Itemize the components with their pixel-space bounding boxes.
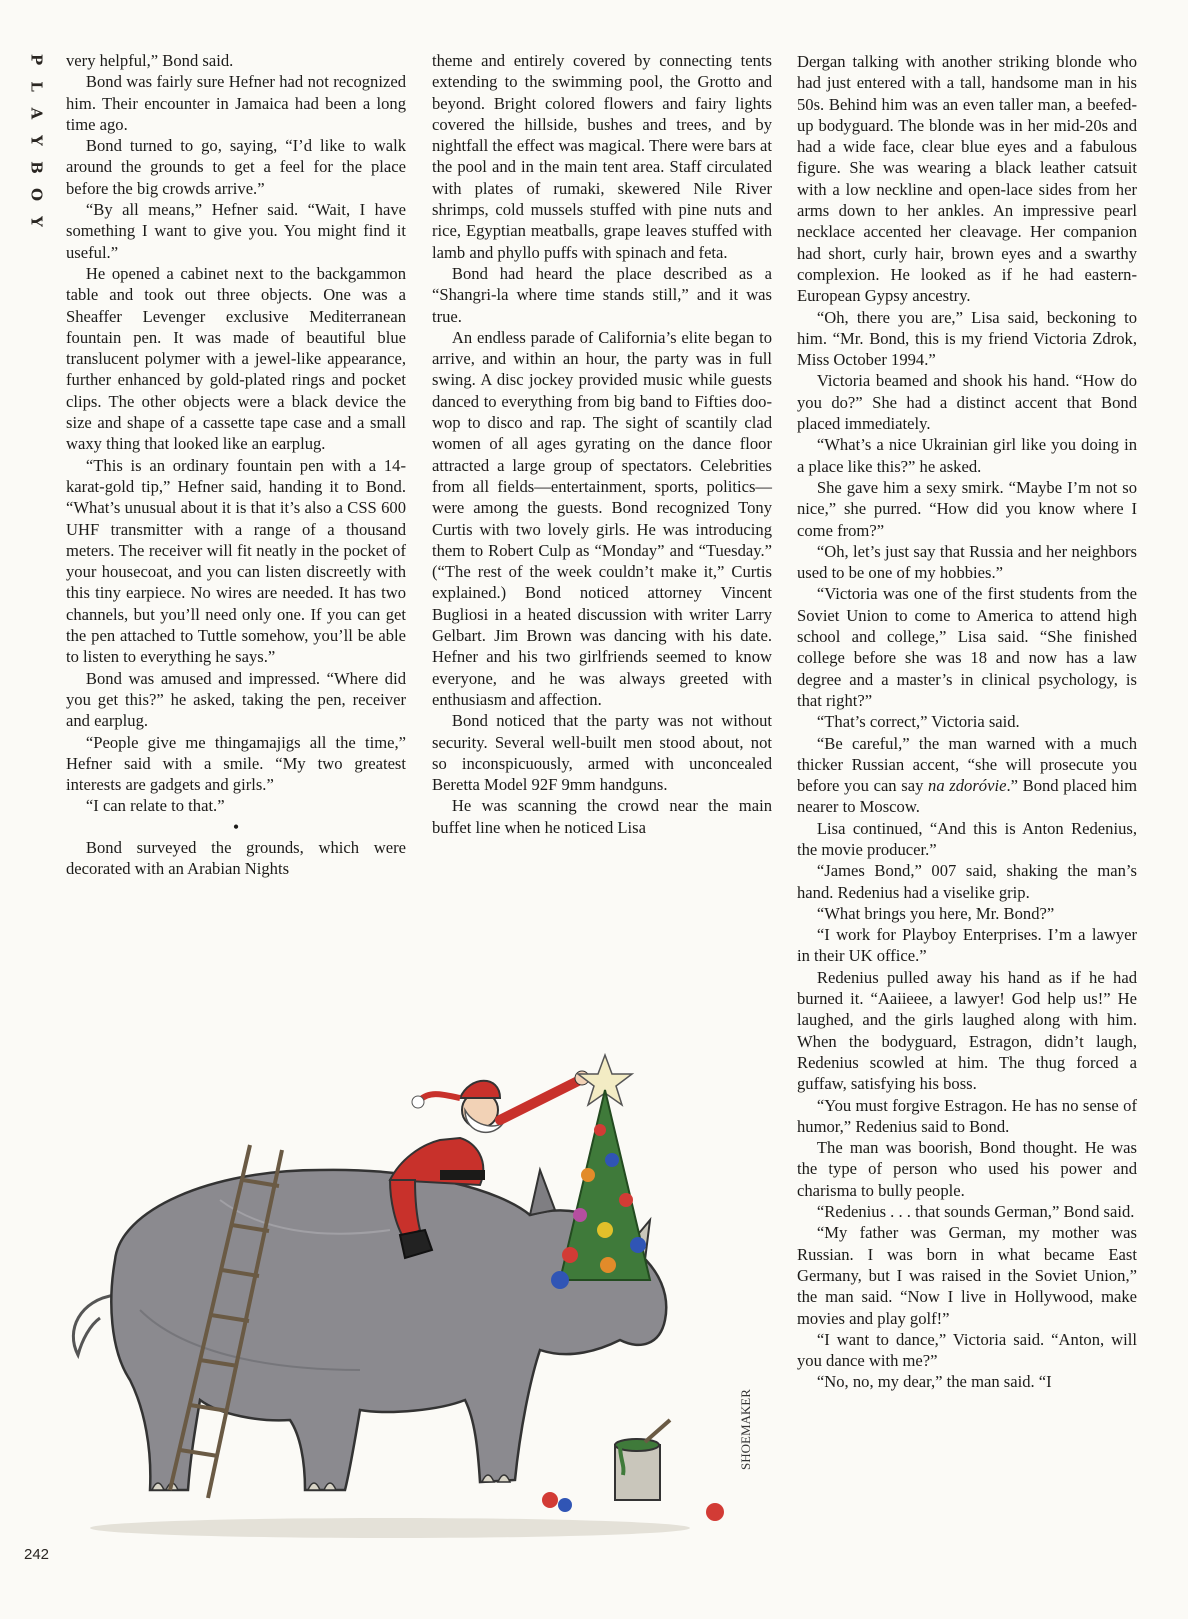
brand-letter: Y: [27, 135, 46, 146]
rhino-tail: [73, 1295, 115, 1355]
paragraph: “What’s a nice Ukrainian girl like you doing in a place like this?” he asked.: [797, 435, 1137, 476]
brand-letter: O: [27, 187, 46, 202]
article-column-3: [797, 51, 1137, 1393]
ground-shadow: [90, 1518, 690, 1538]
paragraph: very helpful,” Bond said.: [66, 51, 234, 70]
paragraph: “I want to dance,” Victoria said. “Anton, will you dance with me?”: [797, 1329, 1137, 1371]
paragraph: The man was boorish, Bond thought. He was the type of person who used his power and charisma to bully people.: [797, 1138, 1137, 1200]
rhino-ear: [530, 1170, 555, 1215]
paragraph: Bond turned to go, saying, “I’d like to walk around the grounds to get a feel for the place before the big crowds arrive.”: [66, 136, 406, 198]
paragraph: “My father was German, my mother was Russian. I was born in what became East Germany, but I was raised in the Soviet Union,” the man said. “Now I live in Hollywood, make movies and play golf!”: [797, 1223, 1137, 1328]
paragraph: He opened a cabinet next to the backgammon table and took out three objects. One was a Sheaffer Levenger exclusive Mediterranean fountain pen. It was made of beautiful blue translucent polymer with a jewel-like appearance, further enhanced by gold-plated rings and pocket clips. The other objects were a black device the size and shape of a cassette tape case and a small waxy thing that looked like an earplug.: [66, 263, 406, 454]
paragraph: Bond was fairly sure Hefner had not recognized him. Their encounter in Jamaica had been a long time ago.: [66, 72, 406, 134]
brand-letter: P: [27, 53, 46, 66]
paragraph: “Victoria was one of the first students from the Soviet Union to come to America to attend high school and college,” Lisa said. “She finished college before she was 18 and now has a law degree and a master’s in clinical psychology, is that right?”: [797, 584, 1137, 710]
paragraph: She gave him a sexy smirk. “Maybe I’m not so nice,” she purred. “How did you know where I come from?”: [797, 477, 1137, 540]
text-run: .” Bond placed him nearer to Moscow.: [797, 776, 1138, 817]
paragraph: “Redenius . . . that sounds German,” Bond said.: [816, 1202, 1135, 1222]
paint-can: [615, 1420, 670, 1500]
paragraph: Bond had heard the place described as a “Shangri-la where time stands still,” and it was true.: [432, 263, 772, 326]
text-run: “Be careful,” the man warned with a much thicker Russian accent, “she will prosecute you before you can say: [797, 733, 1137, 796]
paragraph: “People give me thingamajigs all the time,” Hefner said with a smile. “My two greatest interests are gadgets and girls.”: [66, 732, 406, 795]
fallen-ornament: [558, 1498, 572, 1512]
brand-letter: L: [27, 81, 46, 92]
paragraph: “What brings you here, Mr. Bond?”: [816, 903, 1055, 923]
paragraph: [797, 733, 1137, 818]
paragraph: “No, no, my dear,” the man said. “I: [816, 1372, 1052, 1392]
paragraph: Redenius pulled away his hand as if he had burned it. “Aaiieee, a lawyer! God help us!” He laughed, and the girls laughed along with him. When the bodyguard, Estragon, didn’t laugh, Redenius scowled at him. The thug forced a guffaw, satisfying his boss.: [797, 967, 1137, 1094]
paragraph: Bond noticed that the party was not without security. Several well-built men stood about, not so inconspicuously, armed with unconcealed Beretta Model 92F 9mm handguns.: [432, 711, 772, 795]
article-column-2: [432, 50, 772, 838]
fallen-ornament: [706, 1503, 724, 1521]
magazine-sidebar-label: [24, 46, 48, 235]
brand-letter: A: [27, 107, 46, 120]
paragraph: “Oh, let’s just say that Russia and her neighbors used to be one of my hobbies.”: [797, 541, 1137, 583]
page-number: 242: [24, 1546, 50, 1563]
paragraph: Bond surveyed the grounds, which were decorated with an Arabian Nights: [66, 837, 406, 878]
fallen-ornament: [542, 1492, 558, 1508]
paragraph: Dergan talking with another striking blonde who had just entered with a tall, handsome man in his 50s. Behind him was an even taller man, a beefed-up bodyguard. The blonde was in her mid-20s and had a wide face, clear blue eyes and a fabulous figure. She was wearing a black leather catsuit with a low neckline and open-lace sides from her arms down to her ankles. An impressive pearl necklace accented her cleavage. Her companion had short, curly hair, brown eyes and a swarthy complexion. He looked as if he had eastern-European Gypsy ancestry.: [797, 52, 1137, 306]
brand-letter: Y: [27, 216, 46, 227]
paragraph: “You must forgive Estragon. He has no sense of humor,” Redenius said to Bond.: [797, 1095, 1137, 1136]
artist-signature: SHOEMAKER: [738, 1389, 753, 1470]
paragraph: He was scanning the crowd near the main buffet line when he noticed Lisa: [432, 796, 772, 837]
paragraph: “James Bond,” 007 said, shaking the man’s hand. Redenius had a viselike grip.: [797, 861, 1137, 902]
paragraph: “This is an ordinary fountain pen with a 14-karat-gold tip,” Hefner said, handing it to Bond. “What’s unusual about it is that it’s also a CSS 600 UHF transmitter with a range of a thousand meters. The receiver will fit neatly in the pocket of your housecoat, and you can listen discreetly with this tiny earpiece. No wires are needed. It has two channels, but you’ll need only one. If you can get the pen attached to Tuttle somehow, you’ll be able to listen to everything he says.”: [66, 455, 406, 667]
italic-phrase: na zdoróvie: [928, 776, 1007, 796]
section-break: •: [232, 816, 240, 837]
paragraph: “That’s correct,” Victoria said.: [816, 712, 1020, 732]
paragraph: Lisa continued, “And this is Anton Redenius, the movie producer.”: [797, 818, 1137, 859]
paragraph: “Oh, there you are,” Lisa said, beckoning to him. “Mr. Bond, this is my friend Victoria Zdrok, Miss October 1994.”: [797, 307, 1137, 370]
paragraph: An endless parade of California’s elite began to arrive, and within an hour, the party was in full swing. A disc jockey provided music while guests danced to everything from big band to Fifties doo-wop to disco and rap. The sight of scantily clad women of all ages gyrating on the dance floor attracted a large group of spectators. Celebrities from all fields—entertainment, sports, politics—were among the guests. Bond recognized Tony Curtis with two lovely girls. He was introducing them to Robert Culp as “Monday” and “Tuesday.” (“The rest of the week couldn’t make it,” Curtis explained.) Bond noticed attorney Vincent Bugliosi in a heated discussion with writer Larry Gelbart. Jim Brown was dancing with his date. Hefner and his two girlfriends seemed to know everyone, and he was always greeted with enthusiasm and affection.: [432, 327, 772, 709]
paragraph: “I work for Playboy Enterprises. I’m a lawyer in their UK office.”: [797, 925, 1137, 966]
paragraph: “I can relate to that.”: [85, 796, 225, 816]
paragraph: “By all means,” Hefner said. “Wait, I have something I want to give you. You might find it useful.”: [66, 200, 406, 262]
rhino-santa-cartoon: [60, 1050, 790, 1590]
paragraph: theme and entirely covered by connecting tents extending to the swimming pool, the Grotto and beyond. Bright colored flowers and fairy lights covered the hillside, bushes and trees, and by nightfall the effect was magical. There were bars at the pool and in the main tent area. Staff circulated with plates of rumaki, skewered Nile River shrimps, cold mussels stuffed with pine nuts and rice, Egyptian meatballs, grape leaves stuffed with lamb and phyllo puffs with spinach and feta.: [432, 51, 772, 262]
paragraph: Victoria beamed and shook his hand. “How do you do?” She had a distinct accent that Bond placed immediately.: [797, 371, 1137, 434]
brand-letter: B: [27, 161, 46, 174]
article-column-1: [66, 50, 406, 879]
paragraph: Bond was amused and impressed. “Where did you get this?” he asked, taking the pen, receiver and earplug.: [66, 668, 406, 731]
